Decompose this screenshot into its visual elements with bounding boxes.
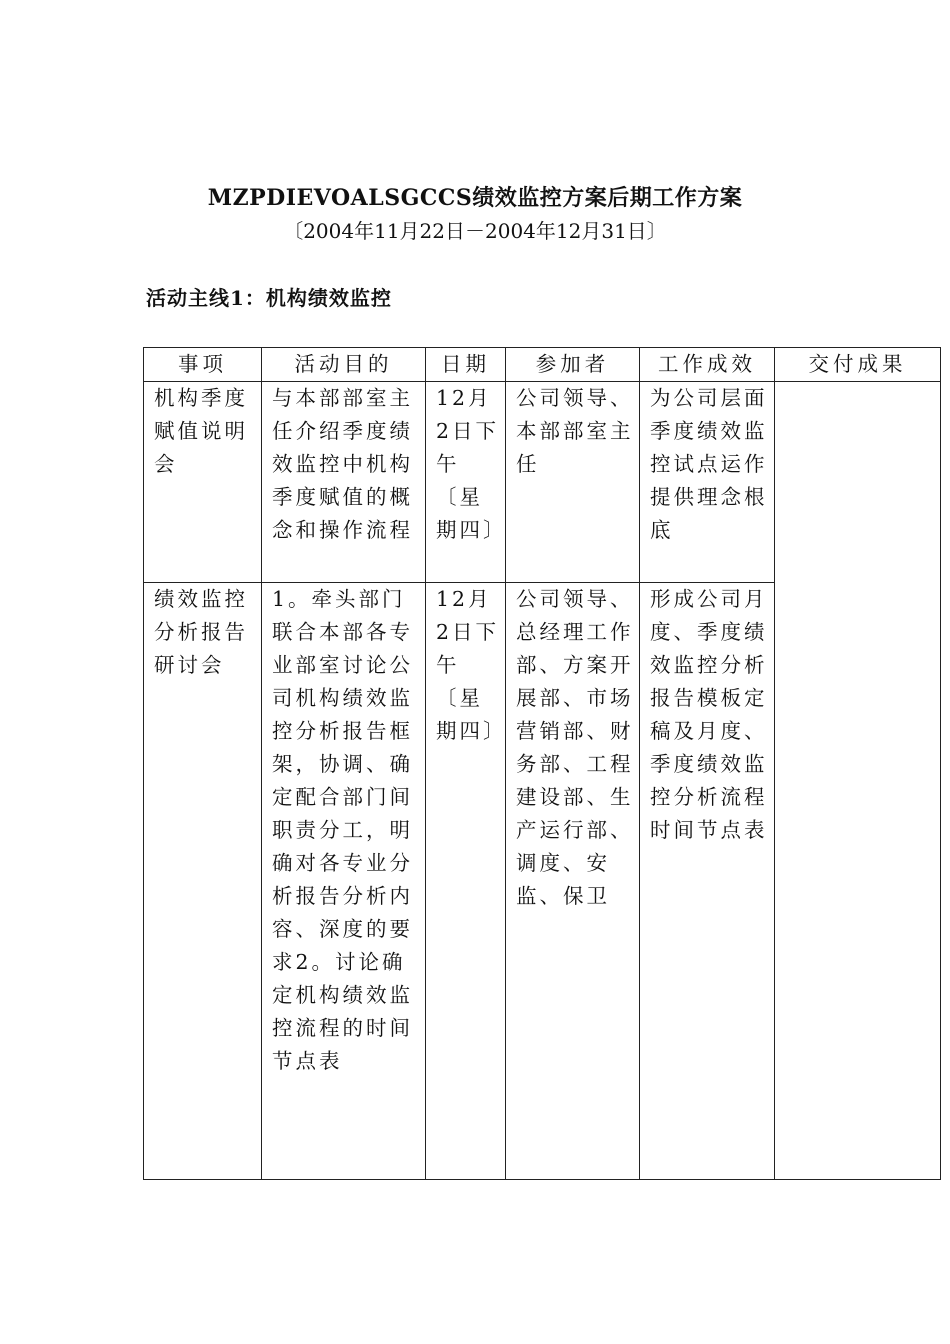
cell-participants: 公司领导、本部部室主任 <box>506 382 640 583</box>
section-heading: 活动主线1：机构绩效监控 <box>146 286 392 310</box>
cell-purpose: 与本部部室主任介绍季度绩效监控中机构季度赋值的概念和操作流程 <box>262 382 426 583</box>
table-header-row <box>144 348 941 382</box>
cell-purpose: 1。牵头部门联合本部各专业部室讨论公司机构绩效监控分析报告框架，协调、确定配合部门间职责分工，明确对各专业分析报告分析内容、深度的要求2。讨论确定机构绩效监控流程的时间节点表 <box>262 583 426 1180</box>
cell-item: 绩效监控分析报告研讨会 <box>144 583 262 1180</box>
cell-date: 12月2日下午〔星期四〕 <box>426 382 506 583</box>
header-deliverable: 交付成果 <box>775 348 941 382</box>
date-range: 〔2004年11月22日－2004年12月31日〕 <box>283 219 667 243</box>
header-date: 日期 <box>426 348 506 382</box>
header-item: 事项 <box>144 348 262 382</box>
header-effect: 工作成效 <box>640 348 775 382</box>
plan-table <box>143 347 941 1180</box>
cell-date: 12月2日下午〔星期四〕 <box>426 583 506 1180</box>
table-row <box>144 382 941 583</box>
cell-effect: 形成公司月度、季度绩效监控分析报告模板定稿及月度、季度绩效监控分析流程时间节点表 <box>640 583 775 1180</box>
page-title: MZPDIEVOALSGCCS绩效监控方案后期工作方案 <box>207 185 743 211</box>
header-participants: 参加者 <box>506 348 640 382</box>
cell-participants: 公司领导、总经理工作部、方案开展部、市场营销部、财务部、工程建设部、生产运行部、调度、安监、保卫 <box>506 583 640 1180</box>
cell-deliverable <box>775 382 941 1180</box>
cell-item: 机构季度赋值说明会 <box>144 382 262 583</box>
header-purpose: 活动目的 <box>262 348 426 382</box>
cell-effect: 为公司层面季度绩效监控试点运作提供理念根底 <box>640 382 775 583</box>
